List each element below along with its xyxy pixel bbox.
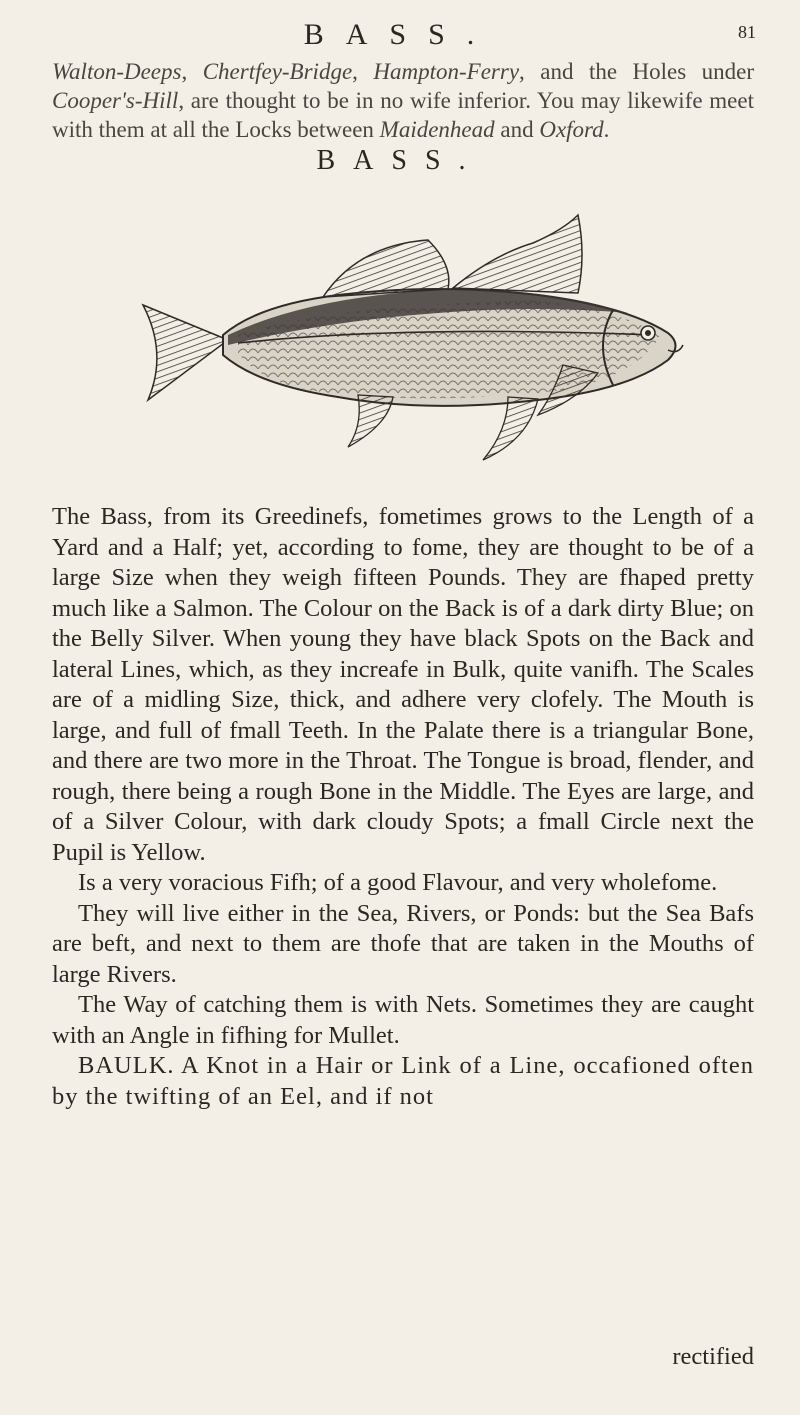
paragraph-text: , and the Holes under bbox=[519, 59, 755, 84]
paragraph-flavour: Is a very voracious Fifh; of a good Flavour, and very wholefome. bbox=[78, 869, 718, 896]
paragraph-text: , are thought to be in no wife inferior. You may likewife meet with them at all the Locks between bbox=[52, 88, 754, 142]
place-name: Cooper's-Hill bbox=[52, 88, 179, 113]
continued-paragraph bbox=[52, 57, 754, 144]
paragraph-catching: The Way of catching them is with Nets. Sometimes they are caught with an Angle in fifhing for Mullet. bbox=[52, 991, 754, 1049]
paragraph-text: . bbox=[603, 117, 610, 142]
place-name: Hampton-Ferry bbox=[373, 59, 520, 84]
running-head: BASS. bbox=[303, 18, 497, 51]
fish-engraving-icon bbox=[108, 185, 708, 495]
paragraph-baulk: BAULK. A Knot in a Hair or Link of a Line, occafioned often by the twifting of an Eel, and if not bbox=[52, 1052, 754, 1110]
separator: , bbox=[352, 59, 374, 84]
paragraph-description: The Bass, from its Greedinefs, fometimes grows to the Length of a Yard and a Half; yet, according to fome, they are thought to be of a large Size when they weigh fifteen Pounds. They are fhaped pretty much like a Salmon. The Colour on the Back is of a dark dirty Blue; on the Belly Silver. When young they have black Spots on the Back and lateral Lines, which, as they increafe in Bulk, quite vanifh. The Scales are of a midling Size, thick, and adhere very clofely. The Mouth is large, and full of fmall Teeth. In the Palate there is a triangular Bone, and there are two more in the Throat. The Tongue is broad, flender, and rough, there being a rough Bone in the Middle. The Eyes are large, and of a Silver Colour, with dark cloudy Spots; a fmall Circle next the Pupil is Yellow. bbox=[52, 503, 754, 866]
separator: , bbox=[181, 59, 203, 84]
page-number: 81 bbox=[738, 22, 756, 42]
paragraph-text: and bbox=[494, 117, 540, 142]
catchword: rectified bbox=[672, 1343, 754, 1370]
paragraph-habitat: They will live either in the Sea, Rivers, or Ponds: but the Sea Bafs are beft, and next to them are thofe that are taken in the Mouths of large Rivers. bbox=[52, 899, 754, 988]
place-name: Maidenhead bbox=[379, 117, 495, 142]
section-title: BASS. bbox=[316, 145, 484, 176]
place-name: Walton-Deeps bbox=[52, 59, 182, 84]
place-name: Oxford bbox=[539, 117, 604, 142]
main-text bbox=[52, 502, 754, 1112]
bass-fish-illustration bbox=[108, 185, 708, 495]
place-name: Chertfey-Bridge bbox=[202, 59, 353, 84]
